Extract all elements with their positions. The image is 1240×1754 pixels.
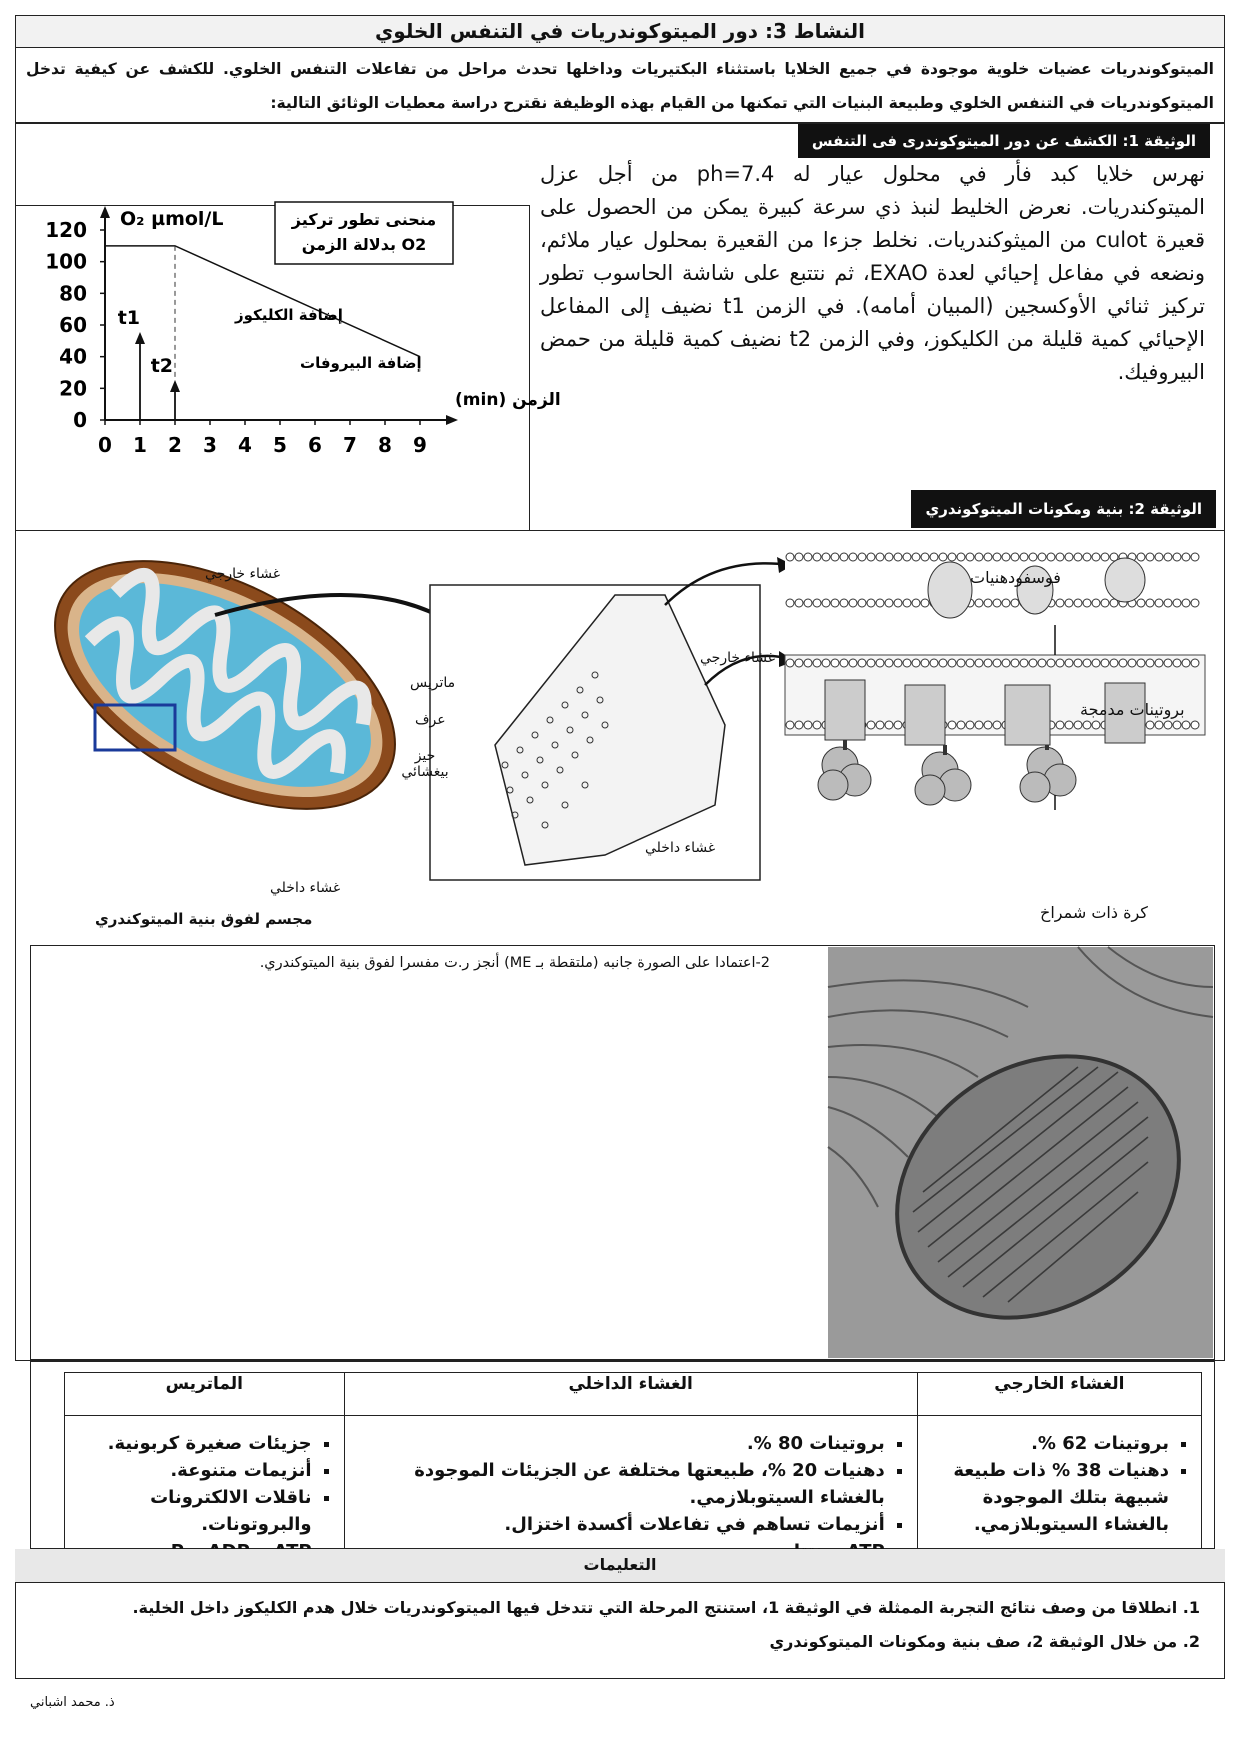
doc1-text xyxy=(540,158,1205,389)
doc2-tag: الوثيقة 2: بنية ومكونات الميتوكوندري xyxy=(911,490,1216,528)
doc1-para4: وفي الزمن t2 نضيف كمية قليلة من حمض البيروفيك. xyxy=(540,327,1205,384)
annotation-time-label: t2 xyxy=(150,355,173,377)
header-inner: الغشاء الداخلي xyxy=(344,1373,917,1416)
doc1-para3: في الزمن t1 نضيف إلى المفاعل الإحيائي كمية قليلة من الكليكوز، xyxy=(540,294,1205,351)
y-tick-label: 120 xyxy=(45,218,87,242)
annotation-text: إضافة الكليكوز xyxy=(235,306,343,324)
atp-synthase-heads xyxy=(818,747,1076,805)
annotation-text: إضافة البيروفات xyxy=(300,354,422,372)
micro-note: 2-اعتمادا على الصورة جانبه (ملتقطة بـ ME) أنجز ر.ت مفسرا لفوق بنية الميتوكندري. xyxy=(259,955,770,971)
instructions-title: التعليمات xyxy=(15,1549,1225,1583)
instruction-q2: 2. من خلال الوثيقة 2، صف بنية ومكونات الميتوكوندري xyxy=(769,1632,1200,1651)
doc1-tag: الوثيقة 1: الكشف عن دور الميتوكوندرى فى التنفس xyxy=(798,124,1210,158)
chart-title-line2: O2 بدلالة الزمن xyxy=(301,235,427,254)
y-tick-label: 100 xyxy=(45,249,87,274)
annotation-arrowhead xyxy=(135,332,145,344)
y-tick-label: 40 xyxy=(59,344,87,369)
x-tick-label: 2 xyxy=(168,433,182,457)
label-intermembrane: حيز بيغشائي xyxy=(401,748,449,780)
x-axis-arrow xyxy=(446,415,458,425)
list-item: ▪ بروتينات 62 %. xyxy=(932,1430,1169,1457)
label-stalked-sphere: كرة ذات شمراخ xyxy=(1040,903,1148,922)
instruction-q1: 1. انطلاقا من وصف نتائج التجربة الممثلة في الوثيقة 1، استنتج المرحلة التي تتدخل فيها الميتوكوندريات خلال هدم الكليكوز داخل الخلية. xyxy=(132,1598,1200,1617)
o2-chart xyxy=(20,208,561,528)
list-item: ▪ أنزيمات تساهم في تفاعلات أكسدة اختزال. xyxy=(359,1511,885,1538)
x-tick-label: 8 xyxy=(378,433,392,457)
label-phospholipids: فوسفودهنيات xyxy=(970,568,1061,587)
mitochondrion-model xyxy=(15,510,436,860)
y-tick-label: 0 xyxy=(73,408,87,432)
table-header-row xyxy=(65,1373,1202,1416)
x-tick-label: 6 xyxy=(308,433,322,457)
x-tick-label: 1 xyxy=(133,433,147,457)
label-crista: عرف xyxy=(415,712,446,728)
x-tick-label: 4 xyxy=(238,433,252,457)
list-item: ▪ دهنيات 38 % ذات طبيعة شبيهة بتلك الموجودة بالغشاء السيتوبلازمي. xyxy=(932,1457,1169,1538)
header-matrix: الماتريس xyxy=(65,1373,345,1416)
annotation-time-label: t1 xyxy=(117,307,140,329)
activity-title: النشاط 3: دور الميتوكوندريات في التنفس الخلوي xyxy=(15,15,1225,48)
list-item: ▪ دهنيات 20 %، طبيعتها مختلفة عن الجزيئات الموجودة بالغشاء السيتوبلازمي. xyxy=(359,1457,885,1511)
label-caption: مجسم لفوق بنية الميتوكندري xyxy=(95,910,313,928)
x-tick-label: 9 xyxy=(413,433,427,457)
inner-membrane-bilayer xyxy=(785,655,1205,805)
header-outer: الغشاء الخارجي xyxy=(917,1373,1201,1416)
x-axis-label: الزمن (min) xyxy=(455,390,561,410)
list-item: ▪ أنزيمات متنوعة. xyxy=(79,1457,312,1484)
em-micrograph xyxy=(828,947,1213,1358)
doc1-para1: نهرس خلايا كبد فأر في محلول عيار له ph=7.4 من أجل عزل الميتوكندريات. نعرض الخليط لنبذ ذي سرعة كبيرة يمكن من الحصول على قعيرة culot من الميثوكندريات. xyxy=(540,162,1206,252)
chart-title-line1: منحنى تطور تركيز xyxy=(291,210,437,229)
label-inner-membrane: غشاء داخلي xyxy=(270,880,341,896)
composition-table xyxy=(64,1372,1202,1572)
intro-text: الميتوكوندريات عضيات خلوية موجودة في جميع الخلايا باستثناء البكتيريات وداخلها تحدث مراحل من تفاعلات التنفس الخلوي. للكشف عن كيفية تدخل الميتوكوندريات في التنفس الخلوي وطبيعة البنيات التي تمكنها من القيام بهذه الوظيفة نقترح دراسة معطيات الوثائق التالية: xyxy=(15,48,1225,123)
x-tick-label: 5 xyxy=(273,433,287,457)
label-inner-membrane-2: غشاء داخلي xyxy=(645,840,716,856)
y-axis-label: O₂ µmol/L xyxy=(120,208,224,230)
label-matrix: ماتريس xyxy=(410,675,456,691)
annotation-arrowhead xyxy=(170,380,180,392)
x-tick-label: 3 xyxy=(203,433,217,457)
x-tick-label: 7 xyxy=(343,433,357,457)
label-outer-membrane: غشاء خارجي xyxy=(205,566,281,582)
y-tick-label: 20 xyxy=(59,376,87,401)
list-item: ▪ ناقلات الالكترونات والبروتونات. xyxy=(79,1484,312,1538)
x-tick-label: 0 xyxy=(98,433,112,457)
doc1-para2: نخلط جزءا من القعيرة بمحلول عيار ملائم، ونضعه في مفاعل إحيائي لعدة EXAO، ثم نتتبع على شاشة الحاسوب تطور تركيز ثنائي الأوكسجين (المبيان أمامه). xyxy=(540,228,1206,318)
y-tick-label: 80 xyxy=(59,281,87,306)
list-item: ▪ بروتينات 80 %. xyxy=(359,1430,885,1457)
y-tick-label: 60 xyxy=(59,313,87,337)
label-proteins: بروتينات مدمجة xyxy=(1080,700,1185,719)
label-outer-membrane-2: غشاء خارجي xyxy=(700,650,776,666)
list-item: ▪ جزيئات صغيرة كربونية. xyxy=(79,1430,312,1457)
author: ذ. محمد اشباني xyxy=(30,1695,115,1710)
mitochondria-diagram xyxy=(25,535,1215,935)
y-axis-arrow xyxy=(100,206,110,218)
